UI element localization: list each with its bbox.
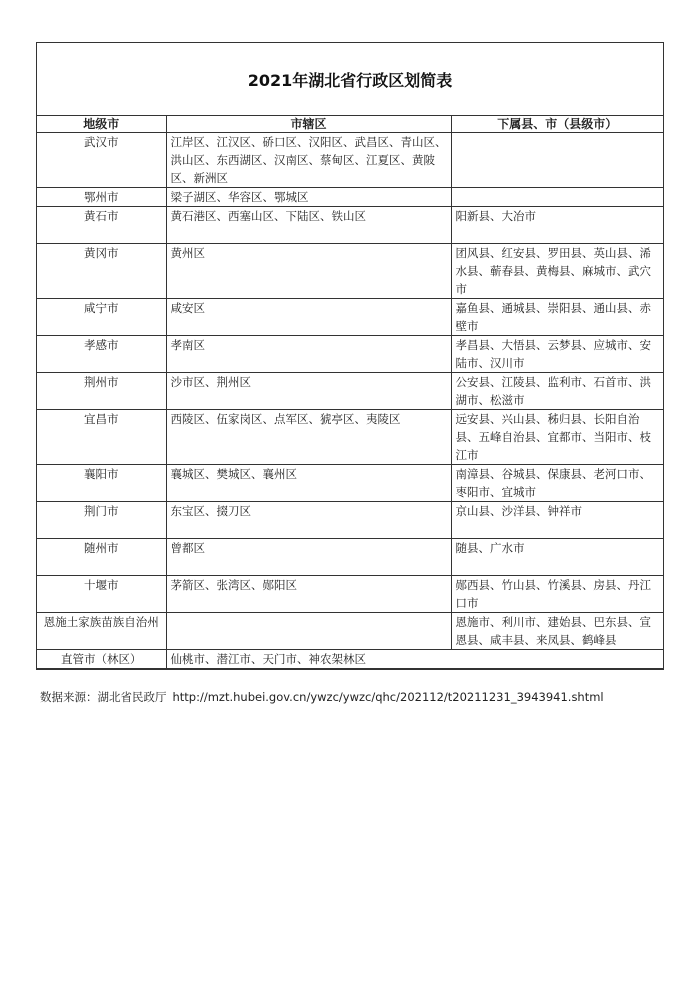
counties-cell: 郧西县、竹山县、竹溪县、房县、丹江口市 xyxy=(451,576,663,613)
table-row xyxy=(37,410,663,465)
table-row xyxy=(37,502,663,539)
districts-cell xyxy=(166,613,451,650)
districts-cell: 茅箭区、张湾区、郧阳区 xyxy=(166,576,451,613)
districts-cell: 东宝区、掇刀区 xyxy=(166,502,451,539)
districts-cell: 襄城区、樊城区、襄州区 xyxy=(166,465,451,502)
counties-cell: 京山县、沙洋县、钟祥市 xyxy=(451,502,663,539)
counties-cell xyxy=(451,133,663,188)
table-row xyxy=(37,373,663,410)
city-cell: 孝感市 xyxy=(37,336,166,373)
direct-label-cell: 直管市（林区） xyxy=(37,650,166,669)
city-cell: 荆州市 xyxy=(37,373,166,410)
city-cell: 随州市 xyxy=(37,539,166,576)
counties-cell: 恩施市、利川市、建始县、巴东县、宣恩县、咸丰县、来凤县、鹤峰县 xyxy=(451,613,663,650)
table-row xyxy=(37,336,663,373)
counties-cell: 远安县、兴山县、秭归县、长阳自治县、五峰自治县、宜都市、当阳市、枝江市 xyxy=(451,410,663,465)
header-counties: 下属县、市（县级市） xyxy=(451,116,663,133)
header-prefecture-city: 地级市 xyxy=(37,116,166,133)
table-row xyxy=(37,613,663,650)
city-cell: 武汉市 xyxy=(37,133,166,188)
city-cell: 恩施土家族苗族自治州 xyxy=(37,613,166,650)
counties-cell: 阳新县、大冶市 xyxy=(451,207,663,244)
districts-cell: 西陵区、伍家岗区、点军区、猇亭区、夷陵区 xyxy=(166,410,451,465)
table-header-row xyxy=(37,116,663,133)
districts-cell: 江岸区、江汉区、硚口区、汉阳区、武昌区、青山区、洪山区、东西湖区、汉南区、蔡甸区、江夏区、黄陂区、新洲区 xyxy=(166,133,451,188)
city-cell: 黄石市 xyxy=(37,207,166,244)
document-frame xyxy=(36,42,664,670)
city-cell: 黄冈市 xyxy=(37,244,166,299)
city-cell: 荆门市 xyxy=(37,502,166,539)
districts-cell: 梁子湖区、华容区、鄂城区 xyxy=(166,188,451,207)
city-cell: 鄂州市 xyxy=(37,188,166,207)
districts-cell: 黄石港区、西塞山区、下陆区、铁山区 xyxy=(166,207,451,244)
table-row xyxy=(37,188,663,207)
table-row xyxy=(37,576,663,613)
table-row xyxy=(37,133,663,188)
districts-cell: 黄州区 xyxy=(166,244,451,299)
counties-cell: 嘉鱼县、通城县、崇阳县、通山县、赤壁市 xyxy=(451,299,663,336)
data-source xyxy=(40,689,604,705)
districts-cell: 孝南区 xyxy=(166,336,451,373)
table-row xyxy=(37,299,663,336)
direct-value-cell: 仙桃市、潜江市、天门市、神农架林区 xyxy=(166,650,663,669)
districts-cell: 曾都区 xyxy=(166,539,451,576)
counties-cell xyxy=(451,188,663,207)
city-cell: 襄阳市 xyxy=(37,465,166,502)
table-row-direct xyxy=(37,650,663,669)
counties-cell: 团风县、红安县、罗田县、英山县、浠水县、蕲春县、黄梅县、麻城市、武穴市 xyxy=(451,244,663,299)
districts-cell: 咸安区 xyxy=(166,299,451,336)
source-url[interactable]: http://mzt.hubei.gov.cn/ywzc/ywzc/qhc/202112/t20211231_3943941.shtml xyxy=(172,690,604,704)
source-label: 数据来源：湖北省民政厅 xyxy=(40,690,167,704)
document-title: 2021年湖北省行政区划简表 xyxy=(37,43,663,116)
table-row xyxy=(37,539,663,576)
counties-cell: 随县、广水市 xyxy=(451,539,663,576)
table-row xyxy=(37,244,663,299)
counties-cell: 公安县、江陵县、监利市、石首市、洪湖市、松滋市 xyxy=(451,373,663,410)
header-districts: 市辖区 xyxy=(166,116,451,133)
table-row xyxy=(37,207,663,244)
city-cell: 十堰市 xyxy=(37,576,166,613)
division-table xyxy=(37,116,663,669)
city-cell: 宜昌市 xyxy=(37,410,166,465)
counties-cell: 南漳县、谷城县、保康县、老河口市、枣阳市、宜城市 xyxy=(451,465,663,502)
table-row xyxy=(37,465,663,502)
counties-cell: 孝昌县、大悟县、云梦县、应城市、安陆市、汉川市 xyxy=(451,336,663,373)
city-cell: 咸宁市 xyxy=(37,299,166,336)
districts-cell: 沙市区、荆州区 xyxy=(166,373,451,410)
